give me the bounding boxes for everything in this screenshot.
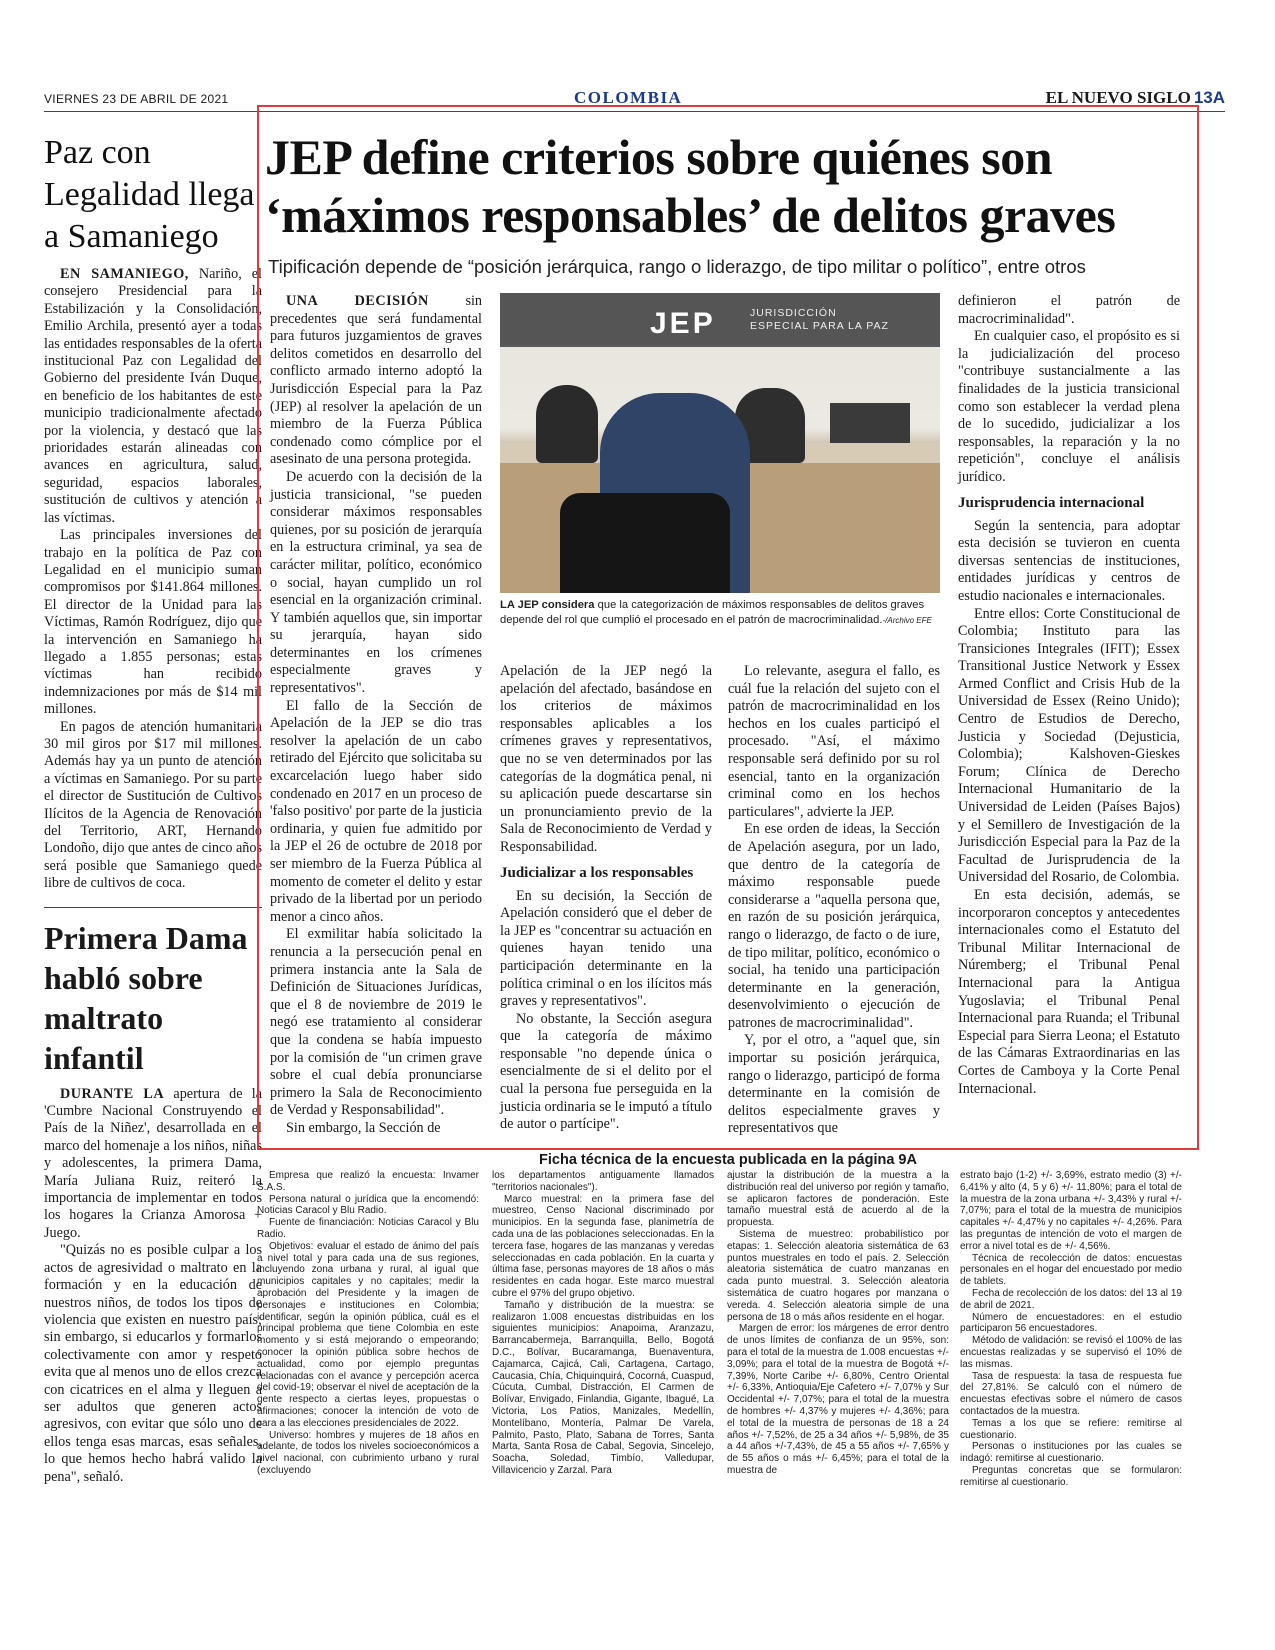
ficha-item: Empresa que realizó la encuesta: Invamer S.A.S.: [257, 1170, 479, 1193]
article-paragraph: El exmilitar había solicitado la renuncia a la persecución penal en primera instancia ante la Sala de Definición de Situaciones Jurídicas, que el 8 de noviembre de 2019 le negó ese tratamiento al considerar que la condena se había impuesto por la comisión de "un crimen grave sobre el cual debía pronunciarse primero la Sala de Reconocimiento de Verdad y Responsabilidad".: [270, 926, 482, 1119]
article-paragraph: En esta decisión, además, se incorporaron conceptos y antecedentes internacionales como el Estatuto del Tribunal Militar Internacional de Núremberg; el Tribunal Penal Internacional para la Antigua Yugoslavia; el Tribunal Penal Internacional para Ruanda; el Tribunal Especial para Sierra Leona; el Estatuto de las Cámaras Extraordinarias en las Cortes de Camboya y la Corte Penal Internacional.: [958, 887, 1180, 1097]
jep-logo-line1: JURISDICCIÓN: [750, 307, 837, 319]
issue-date: VIERNES 23 DE ABRIL DE 2021: [44, 92, 229, 106]
ficha-item: Margen de error: los márgenes de error dentro de unos límites de confianza de un 95%, son: para el total de la muestra de 1.008 encuestas +/- 3,09%; para el total de la muestra de Bogotá +/- 7,39%, Norte Caribe +/- 6,80%, Centro Oriental +/- 6,33%, Antioquia/Eje Cafetero +/- 7,07% y Sur Occidental +/- 7,07%; para el total de la muestra de hombres +/- 4,37% y mujeres +/- 4,36%; para el total de la muestra de personas de 18 a 24 años +/- 7,52%, de 25 a 34 años +/- 5,98%, de 35 a 44 años +/-7,43%, de 45 a 55 años +/- 7,65% y de 55 años o más +/- 6,45%; para el total de la muestra de: [727, 1323, 949, 1476]
story1-body: [44, 266, 262, 893]
story1-paragraph: Las principales inversiones del trabajo en la política de Paz con Legalidad en el municipio suman compromisos por $141.864 millones. El director de la Unidad para las Víctimas, Ramón Rodríguez, dijo que la intervención en Samaniego ha llegado a 1.855 personas; estas víctimas han recibido indemnizaciones por más de $14 mil millones.: [44, 527, 262, 718]
story1-headline: Paz con Legalidad llega a Samaniego: [44, 134, 255, 255]
ficha-item: Persona natural o jurídica que la encomendó: Noticias Caracol y Blu Radio.: [257, 1193, 479, 1217]
photo-monitor: [830, 403, 910, 443]
ficha-item: Temas a los que se refiere: remitirse al cuestionario.: [960, 1417, 1182, 1441]
ficha-item: Método de validación: se revisó el 100% de las encuestas realizadas y se supervisó el 10% de las mismas.: [960, 1335, 1182, 1370]
ficha-item: Tasa de respuesta: la tasa de respuesta fue del 27,81%. Se calculó con el número de encuestas efectivas sobre el número de casos contactados de la muestra.: [960, 1370, 1182, 1417]
sidebar-divider: [44, 907, 262, 908]
article-headline: JEP define criterios sobre quiénes son ‘máximos responsables’ de delitos graves: [265, 129, 1116, 243]
photo-caption: [500, 598, 940, 628]
article-paragraph: Apelación de la JEP negó la apelación del afectado, basándose en los criterios de máximos responsables aplicables a los crímenes graves y representativos, que no se ven determinados por las categorías de la dogmática penal, ni su aplicación puede descartarse sin un pronunciamiento previo de la Sala de Reconocimiento de Verdad y Responsabilidad.: [500, 663, 712, 855]
section-name: COLOMBIA: [574, 88, 683, 107]
article-paragraph: Sin embargo, la Sección de: [286, 1119, 441, 1136]
ficha-title: Ficha técnica de la encuesta publicada en la página 9A: [539, 1152, 917, 1168]
caption-lead: LA JEP considera: [500, 599, 595, 611]
ficha-item: Preguntas concretas que se formularon: remitirse al cuestionario.: [960, 1464, 1182, 1488]
ficha-item: Tamaño y distribución de la muestra: se realizaron 1.008 encuestas distribuidas en los siguientes municipios: Anapoima, Aranzazu, Barrancabermeja, Barranquilla, Bello, Bogotá D.C., Bolívar, Bucaramanga, Buenaventura, Cajamarca, Cajicá, Cali, Cartagena, Cartago, Caucasia, Chía, Chiquinquirá, Cocorná, Cuaspud, Cúcuta, Cumbal, Distracción, El Carmen de Bolívar, Envigado, Finlandia, Gigante, Ibagué, La Victoria, Los Patios, Manizales, Medellín, Montelíbano, Montería, Palmar De Varela, Palmito, Pasto, Plato, Sabana de Torres, Santa Marta, Santa Rosa de Cabal, Segovia, Sincelejo, Soacha, Soledad, Timbío, Valledupar, Villavicencio y Zarzal. Para: [492, 1299, 714, 1476]
story2-lead: DURANTE LA: [60, 1085, 165, 1102]
article-column-1: [270, 293, 482, 1138]
ficha-item: Objetivos: evaluar el estado de ánimo del país a nivel total y para cada una de sus regiones, incluyendo zona urbana y rural, al igual que municipios capitales y no capitales; medir la aprobación del Presidente y la imagen de personajes e instituciones en Colombia; identificar, según la opinión pública, cuál es el principal problema que tiene Colombia en este momento y si está mejorando o empeorando; conocer la opinión pública sobre hechos de actualidad, como por ejemplo preguntas relacionadas con el avance y percepción acerca del covid-19; observar el nivel de aceptación de la gente respecto a ciertas leyes, propuestas o afirmaciones; conocer la intención de voto de cara a las elecciones presidenciales de 2022.: [257, 1240, 479, 1429]
ficha-item: Fecha de recolección de los datos: del 13 al 19 de abril de 2021.: [960, 1287, 1182, 1311]
story2-body: [44, 1086, 262, 1486]
article-paragraph: sin precedentes que será fundamental para futuros juzgamientos de graves delitos cometidos en desarrollo del conflicto armado interno adoptó la Jurisdicción Especial para la Paz (JEP) al resolver la apelación de un miembro de la Fuerza Pública condenado como cómplice por el asesinato de una persona protegida.: [270, 293, 482, 468]
article-subhead-jurisprudencia: Jurisprudencia internacional: [958, 494, 1145, 511]
ficha-item: Número de encuestadores: en el estudio participaron 56 encuestadores.: [960, 1311, 1182, 1335]
article-paragraph: Entre ellos: Corte Constitucional de Colombia; Instituto para las Transiciones Integrales (IFIT); Essex Transitional Justice Network y Essex Armed Conflict and Crisis Hub de la Universidad de Essex (Reino Unido); Centro de Estudios de Derecho, Justicia y Sociedad (Dejusticia, Colombia); Kalshoven-Gieskes Forum; Clínica de Derecho Internacional Humanitario de la Universidad de Leiden (Países Bajos) y el Semillero de Investigación de la Jurisdicción Especial para la Paz de la Facultad de Jurisprudencia de la Universidad del Rosario, de Colombia.: [958, 605, 1180, 886]
article-subhead-judicializar: Judicializar a los responsables: [500, 864, 694, 881]
article-paragraph: Y, por el otro, a "aquel que, sin importar su posición jerárquica, rango o liderazgo, participó de forma determinante en la comisión de delitos especialmente graves y representativos que: [728, 1032, 940, 1137]
ficha-column-3: [727, 1170, 949, 1477]
article-paragraph: En su decisión, la Sección de Apelación consideró que el deber de la JEP es "concentrar su actuación en quienes hayan tenido una participación determinante en la política criminal o en los ilícitos más graves y representativos".: [500, 887, 712, 1010]
story1-paragraph: Nariño, el consejero Presidencial para la Estabilización y la Consolidación, Emilio Archila, presentó ayer a todas las entidades responsables de la oferta institucional Paz con Legalidad del Gobierno del presidente Iván Duque, en beneficio de los habitantes de este municipio tradicionalmente afectado por la violencia, y destacó que las prioridades estarán alineadas con avances en agricultura, salud, seguridad, espacios laborales, sustitución de cultivos y atención a las víctimas.: [44, 266, 262, 526]
sidebar-stories: [44, 132, 262, 1552]
article-paragraph: De acuerdo con la decisión de la justicia transicional, "se pueden considerar máximos responsables quienes, por su posición de jerarquía en la estructura criminal, ya sea de carácter militar, político, económico o social, hayan cumplido un rol esencial en la organización criminal. Y también aquellos que, sin importar su jerarquía, hayan sido determinantes en los crímenes especialmente graves y representativos".: [270, 468, 482, 697]
article-photo: [500, 293, 940, 593]
article-paragraph: En ese orden de ideas, la Sección de Apelación asegura, por un lado, que dentro de la categoría de máximo responsable puede considerarse a "aquella persona que, en razón de su posición jerárquica, rango o liderazgo, de facto o de iure, de tipo militar, político, económico o social, ha tenido una participación determinante en la generación, desenvolvimiento o ejecución de patrones de macrocriminalidad".: [728, 821, 940, 1031]
jep-logo-text: JEP: [650, 307, 716, 340]
article-paragraph: Según la sentencia, para adoptar esta decisión se tuvieron en cuenta diversas sentencias de instituciones, entidades jurídicas y centros de estudio nacionales e internacionales.: [958, 517, 1180, 604]
ficha-item: Sistema de muestreo: probabilístico por etapas: 1. Selección aleatoria sistemática de 63 puntos muestrales en todo el país. 2. Selección aleatoria sistemática de cuatro manzanas en cada punto muestral. 3. Selección aleatoria sistemática de cuatro hogares por manzana o vereda. 4. Selección aleatoria simple de una persona de 18 o más años residente en el hogar.: [727, 1228, 949, 1323]
story1-lead: EN SAMANIEGO,: [60, 266, 189, 282]
article-column-3: [728, 663, 940, 1138]
ficha-item: Fuente de financiación: Noticias Caracol y Blu Radio.: [257, 1217, 479, 1240]
photo-chair: [560, 493, 730, 593]
article-paragraph: definieron el patrón de macrocriminalidad".: [958, 293, 1180, 327]
article-column-4: [958, 293, 1180, 1098]
article-column-2: [500, 663, 712, 1134]
article-paragraph: El fallo de la Sección de Apelación de la JEP se dio tras resolver la apelación de un cabo retirado del Ejército que solicitaba su excarcelación luego haber sido condenado en 2017 en un proceso de 'falso positivo' por parte de la justicia ordinaria, y quien fue admitido por la JEP el 26 de octubre de 2018 por ser miembro de la Fuerza Pública al momento de cometer el delito y estar privado de la libertad por un periodo menor a cinco años.: [270, 697, 482, 925]
article-lead: UNA DECISIÓN: [286, 293, 429, 309]
ficha-item: los departamentos antiguamente llamados "territorios nacionales").: [492, 1170, 714, 1193]
ficha-column-1: [257, 1170, 479, 1477]
story2-headline: Primera Dama habló sobre maltrato infantil: [44, 919, 248, 1076]
photo-credit: -/Archivo EFE: [882, 616, 932, 625]
article-paragraph: No obstante, la Sección asegura que la categoría de máximo responsable "no depende única o esencialmente de si el delito por el cual la persona fue perseguida en la justicia ordinaria se le imputó a título de autor o partícipe".: [500, 1010, 712, 1133]
ficha-item: Personas o instituciones por las cuales se indagó: remitirse al cuestionario.: [960, 1441, 1182, 1465]
story2-paragraph: "Quizás no es posible culpar a los actos de agresividad o maltrato en la formación y en la educación de nuestros niños, de todos los tipos de violencia que existen en nuestro país; sin embargo, si educarlos y formarlos colectivamente con amor y respeto evita que al menos uno de ellos crezca con cicatrices en el alma y lleguen a ser adultos que generen actos agresivos, con evitar que sólo uno de ellos tenga esas marcas, esas señales, lo que hemos hecho habrá valido la pena", señaló.: [44, 1242, 262, 1485]
story1-paragraph: En pagos de atención humanitaria 30 mil giros por $17 mil millones. Además hay ya un punto de atención a víctimas en Samaniego. Por su parte el director de Sustitución de Cultivos Ilícitos de la Agencia de Renovación del Territorio, ART, Hernando Londoño, dijo que antes de cinco años será posible que Samaniego quede libre de cultivos de coca.: [44, 718, 262, 892]
publication-title: EL NUEVO SIGLO: [1045, 88, 1191, 107]
ficha-item: Técnica de recolección de datos: encuestas personales en el hogar del encuestado por medio de tablets.: [960, 1252, 1182, 1288]
page-number: 13A: [1193, 88, 1225, 107]
article-paragraph: En cualquier caso, el propósito es si la judicialización del proceso "contribuye sustancialmente a las finalidades de la justicia transicional como son establecer la verdad plena de lo sucedido, judicializar a los responsables, la reparación y la no repetición", concluye el análisis jurídico.: [958, 328, 1180, 485]
ficha-item: estrato bajo (1-2) +/- 3,69%, estrato medio (3) +/- 6,41% y alto (4, 5 y 6) +/- 11,80%; para el total de la muestra de la zona urbana +/- 3,43% y rural +/- 7,07%; para el total de la muestra de municipios capitales +/- 4,47% y no capitales +/- 4,26%. Para las preguntas de intención de voto el margen de error a nivel total es de +/- 4,56%.: [960, 1170, 1182, 1252]
ficha-item: ajustar la distribución de la muestra a la distribución real del universo por región y tamaño, se aplicaron factores de ponderación. Este tamaño muestral está de acuerdo al de la propuesta.: [727, 1170, 949, 1229]
story2-paragraph: apertura de la 'Cumbre Nacional Construyendo el País de la Niñez', desarrollada en el marco del homenaje a los niños, niñas y adolescentes, la primera Dama, María Juliana Ruiz, reiteró la importancia de implementar en todos los hogares la Crianza Amorosa + Juego.: [44, 1085, 262, 1241]
article-paragraph: Lo relevante, asegura el fallo, es cuál fue la relación del sujeto con el patrón de macrocriminalidad en los hechos en los cuales participó el procesado. "Así, el máximo responsable será definido por su rol esencial, tanto en la organización criminal como en los hechos particulares", advierte la JEP.: [728, 663, 940, 820]
ficha-column-2: [492, 1170, 714, 1477]
ficha-item: Marco muestral: en la primera fase del muestreo, Censo Nacional discriminado por municipios. En la segunda fase, planimetría de cada una de las poblaciones seleccionadas. En la tercera fase, hogares de las manzanas y veredas seleccionadas en cada población. En la cuarta y última fase, personas mayores de 18 años o más residentes en cada hogar. Este marco muestral cubre el 97% del grupo objetivo.: [492, 1193, 714, 1299]
ficha-item: Universo: hombres y mujeres de 18 años en adelante, de todos los niveles socioeconómicos a nivel nacional, con cubrimiento urbano y rural (excluyendo: [257, 1429, 479, 1476]
ficha-column-4: [960, 1170, 1182, 1489]
photo-magistrate-left: [536, 385, 598, 463]
jep-logo-line2: ESPECIAL PARA LA PAZ: [750, 320, 889, 332]
article-subheadline: Tipificación depende de “posición jerárquica, rango o liderazgo, de tipo militar o político”, entre otros: [268, 256, 1086, 277]
jep-logo-subtitle: [750, 307, 889, 333]
caption-text: que la categorización de máximos responsables de delitos graves depende del rol que cumplió el procesado en el patrón de macrocriminalidad.: [500, 599, 925, 626]
